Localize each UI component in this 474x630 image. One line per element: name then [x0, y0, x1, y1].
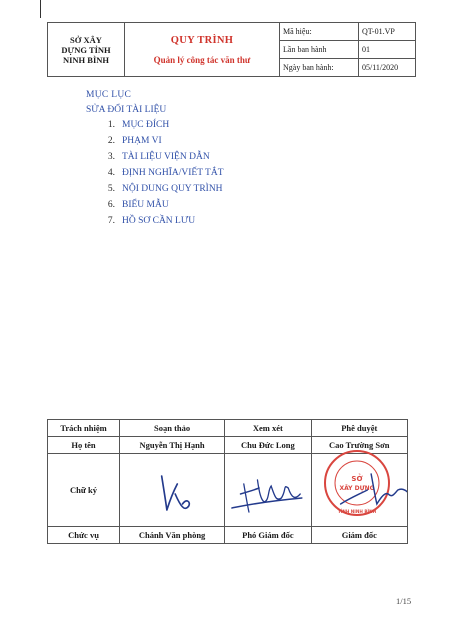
issue-date-label: Ngày ban hành: — [280, 59, 359, 77]
code-label: Mã hiệu: — [280, 23, 359, 41]
position-reviewer: Phó Giám đốc — [225, 527, 311, 544]
name-reviewer: Chu Đức Long — [225, 437, 311, 454]
name-drafter: Nguyễn Thị Hạnh — [120, 437, 225, 454]
issue-label: Lần ban hành — [280, 41, 359, 59]
document-header-table — [47, 22, 416, 77]
toc-item-text: TÀI LIỆU VIỆN DẪN — [122, 152, 210, 162]
procedure-label: QUY TRÌNH — [170, 34, 234, 46]
org-line-2: DỰNG TỈNH — [61, 44, 111, 55]
toc-item-text: HỒ SƠ CẦN LƯU — [122, 216, 196, 226]
toc-item — [101, 165, 224, 181]
organization-name — [48, 23, 125, 77]
toc-item — [101, 117, 170, 133]
toc-item-number: 2. — [107, 136, 115, 146]
position-label: Chức vụ — [48, 527, 120, 544]
toc-item-number: 1. — [107, 120, 115, 130]
signature-label: Chữ ký — [48, 454, 120, 527]
issue-value: 01 — [359, 41, 416, 59]
org-line-3: NINH BÌNH — [62, 54, 110, 65]
toc-item-text: MỤC ĐÍCH — [122, 120, 170, 130]
table-of-contents — [86, 90, 224, 229]
signature-approver — [312, 454, 407, 526]
name-approver: Cao Trường Sơn — [311, 437, 407, 454]
toc-item-text: NỘI DUNG QUY TRÌNH — [122, 184, 223, 194]
toc-item — [101, 133, 166, 149]
position-drafter: Chánh Văn phòng — [120, 527, 225, 544]
fullname-label: Họ tên — [48, 437, 120, 454]
org-line-1: SỞ XÂY — [70, 34, 102, 45]
signature-reviewer-cell — [225, 454, 311, 527]
toc-amendment: SỬA ĐỔI TÀI LIỆU — [86, 105, 167, 115]
signature-drafter-cell — [120, 454, 225, 527]
signature-drafter — [120, 454, 224, 526]
toc-item — [101, 181, 223, 197]
svg-text:SỞ: SỞ — [351, 475, 363, 483]
toc-title: MỤC LỤC — [86, 90, 132, 100]
toc-item-text: BIỂU MẪU — [122, 200, 169, 210]
toc-item — [101, 149, 210, 165]
margin-rule — [40, 0, 41, 18]
role-drafted: Soạn thảo — [120, 420, 225, 437]
toc-item-number: 6. — [107, 200, 115, 210]
toc-item-number: 5. — [107, 184, 115, 194]
signature-reviewer — [225, 454, 310, 526]
toc-item-number: 4. — [107, 168, 115, 178]
toc-item — [101, 197, 169, 213]
toc-item-text: ĐỊNH NGHĨA/VIẾT TẮT — [122, 168, 224, 178]
svg-text:TỈNH NINH BÌNH: TỈNH NINH BÌNH — [337, 509, 376, 514]
svg-text:XÂY DỰNG: XÂY DỰNG — [339, 485, 375, 492]
code-value: QT-01.VP — [359, 23, 416, 41]
toc-item — [101, 213, 196, 229]
position-approver: Giám đốc — [311, 527, 407, 544]
signoff-table — [47, 419, 408, 544]
procedure-title — [125, 23, 280, 77]
toc-item-number: 7. — [107, 216, 115, 226]
role-reviewed: Xem xét — [225, 420, 311, 437]
issue-date-value: 05/11/2020 — [359, 59, 416, 77]
page-number: 1/15 — [396, 596, 412, 606]
signature-approver-cell — [311, 454, 407, 527]
toc-item-text: PHẠM VI — [122, 136, 162, 146]
role-approved: Phê duyệt — [311, 420, 407, 437]
procedure-name: Quản lý công tác văn thư — [153, 54, 251, 65]
toc-item-number: 3. — [107, 152, 115, 162]
responsibility-label: Trách nhiệm — [48, 420, 120, 437]
